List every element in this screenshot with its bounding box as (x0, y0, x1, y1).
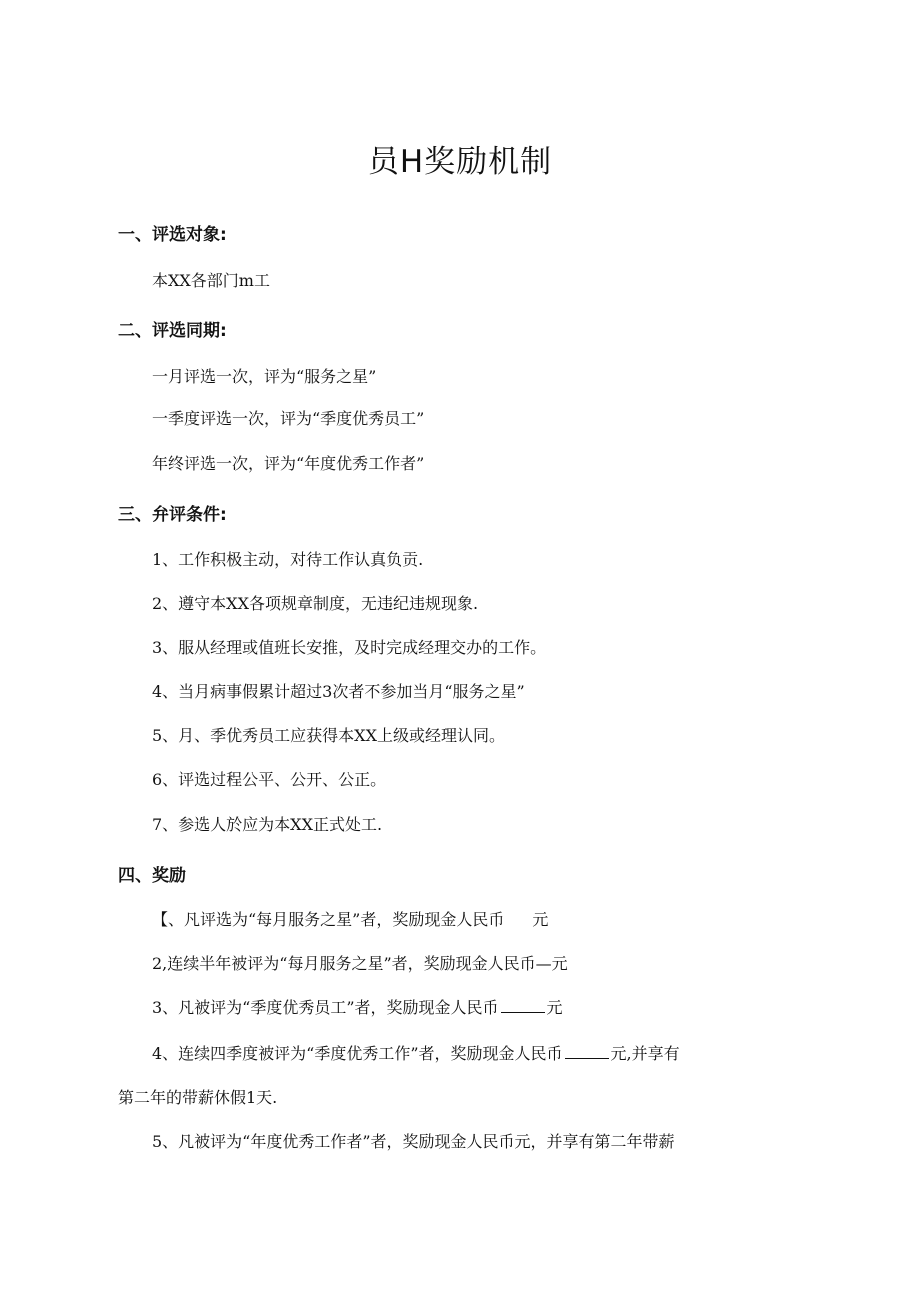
page-title: 员H奖励机制 (367, 144, 553, 180)
section-2-line-1: 一月评选一次，评为“服务之星” (152, 367, 377, 386)
reward-line-4 (152, 1041, 680, 1064)
section-2-line-3: 年终评选一次，评为“年度优秀工作者” (152, 454, 425, 473)
reward-line-1 (152, 907, 548, 930)
section-3-line-3: 3、服从经理或值班长安推，及时完成经理交办的工作。 (152, 638, 547, 657)
reward-line-2: 2,连续半年被评为“每月服务之星”者，奖励现金人民币—元 (152, 954, 568, 973)
section-3-line-4: 4、当月病事假累计超过3次者不参加当月“服务之星” (152, 682, 525, 701)
section-3-line-7: 7、参选人於应为本XX正式处工. (152, 815, 383, 834)
reward-line-1-unit: 元 (532, 910, 549, 929)
reward-line-1-text: 【、凡评选为“每月服务之星”者，奖励现金人民币 (152, 910, 505, 929)
reward-line-5: 5、凡被评为“年度优秀工作者”者，奖励现金人民币元，并享有第二年带薪 (152, 1132, 675, 1151)
section-1-line-1: 本XX各部门m工 (152, 271, 270, 290)
section-3-line-6: 6、评选过程公平、公开、公正。 (152, 770, 387, 789)
section-3-line-1: 1、工作积极主动，对待工作认真负贡. (152, 550, 424, 569)
section-heading-1: 一、评选对象: (118, 225, 227, 245)
amount-blank (501, 998, 545, 1013)
section-3-line-2: 2、遵守本XX各项规章制度，无违纪违规现象. (152, 594, 479, 613)
section-heading-4: 四、奖励 (118, 866, 186, 886)
reward-line-4-text: 4、连续四季度被评为“季度优秀工作”者，奖励现金人民币 (152, 1044, 563, 1063)
reward-line-4-unit: 元,并享有 (610, 1044, 680, 1063)
reward-line-4-continued: 第二年的带薪休假1天. (118, 1088, 278, 1107)
amount-blank (565, 1044, 609, 1059)
reward-line-3-unit: 元 (546, 998, 563, 1017)
reward-line-3 (152, 995, 563, 1018)
section-heading-2: 二、评选同期: (118, 321, 227, 341)
section-3-line-5: 5、月、季优秀员工应获得本XX上级或经理认同。 (152, 726, 505, 745)
section-2-line-2: 一季度评选一次，评为“季度优秀员工” (152, 409, 425, 428)
section-heading-3: 三、弁评条件: (118, 505, 227, 525)
reward-line-3-text: 3、凡被评为“季度优秀员工”者，奖励现金人民币 (152, 998, 499, 1017)
